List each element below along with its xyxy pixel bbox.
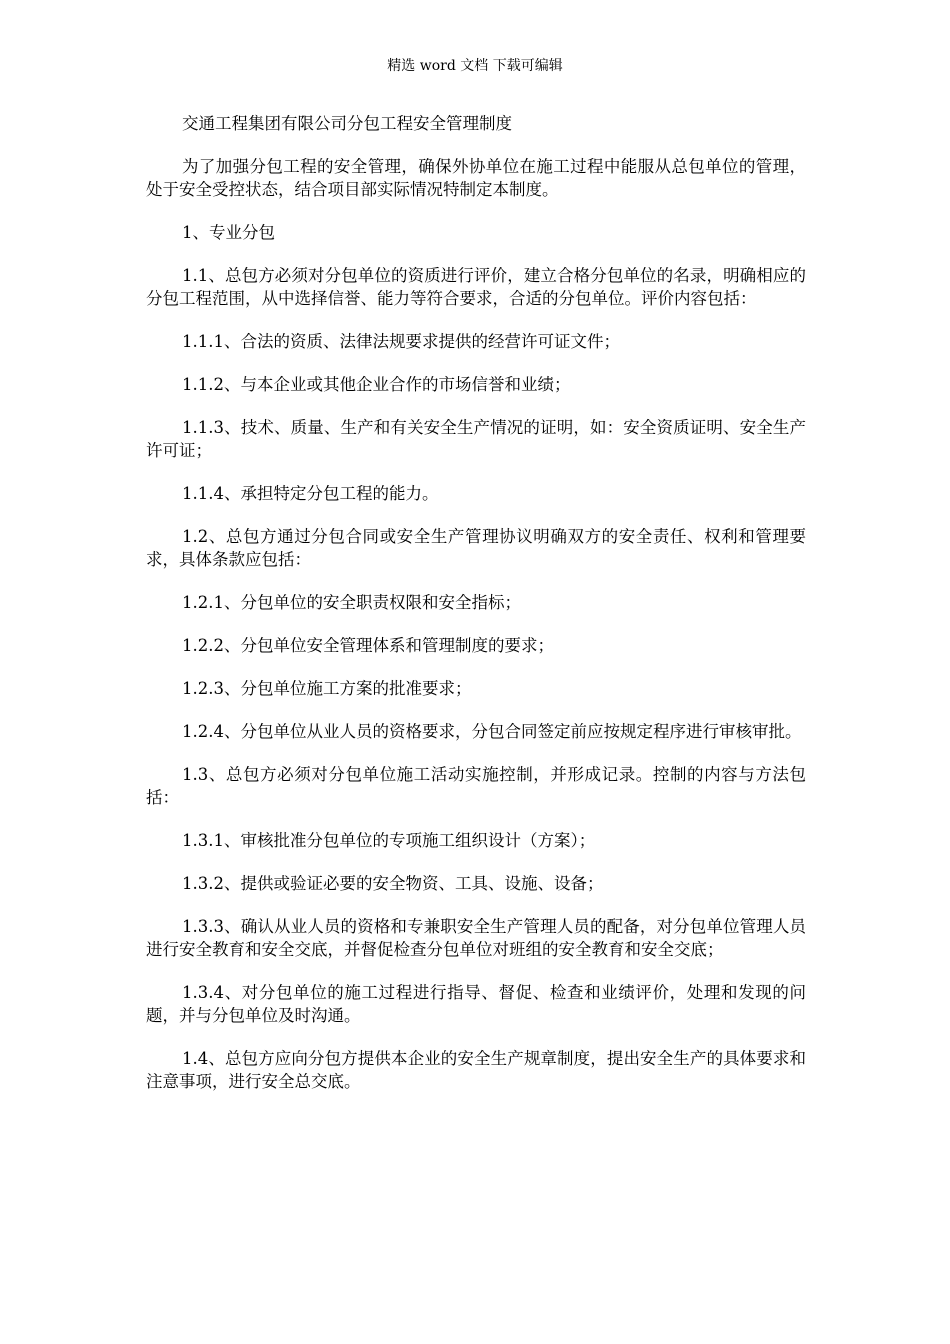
clause-1-1: 1.1、总包方必须对分包单位的资质进行评价，建立合格分包单位的名录，明确相应的分包工程范围，从中选择信誉、能力等符合要求，合适的分包单位。评价内容包括： (146, 266, 806, 308)
clause-1-3-4: 1.3.4、对分包单位的施工过程进行指导、督促、检查和业绩评价，处理和发现的问题，并与分包单位及时沟通。 (146, 983, 806, 1025)
clause-1-1-1: 1.1.1、合法的资质、法律法规要求提供的经营许可证文件； (182, 332, 620, 351)
clause-1-2-4: 1.2.4、分包单位从业人员的资格要求，分包合同签定前应按规定程序进行审核审批。 (182, 722, 802, 741)
clause-1-2-2: 1.2.2、分包单位安全管理体系和管理制度的要求； (182, 636, 554, 655)
intro-paragraph: 为了加强分包工程的安全管理，确保外协单位在施工过程中能服从总包单位的管理，处于安全受控状态，结合项目部实际情况特制定本制度。 (146, 157, 806, 199)
clause-1-1-4: 1.1.4、承担特定分包工程的能力。 (182, 484, 439, 503)
clause-1-3-2: 1.3.2、提供或验证必要的安全物资、工具、设施、设备； (182, 874, 604, 893)
clause-1-2-1: 1.2.1、分包单位的安全职责权限和安全指标； (182, 593, 521, 612)
clause-1-3: 1.3、总包方必须对分包单位施工活动实施控制，并形成记录。控制的内容与方法包括： (146, 765, 806, 807)
section-heading: 1、专业分包 (182, 223, 275, 242)
clause-1-3-1: 1.3.1、审核批准分包单位的专项施工组织设计（方案）； (182, 831, 596, 850)
clause-1-2-3: 1.2.3、分包单位施工方案的批准要求； (182, 679, 472, 698)
clause-1-1-2: 1.1.2、与本企业或其他企业合作的市场信誉和业绩； (182, 375, 571, 394)
clause-1-1-3: 1.1.3、技术、质量、生产和有关安全生产情况的证明，如：安全资质证明、安全生产许可证； (146, 418, 806, 460)
clause-1-2: 1.2、总包方通过分包合同或安全生产管理协议明确双方的安全责任、权利和管理要求，具体条款应包括： (146, 527, 806, 569)
page-header: 精选 word 文档 下载可编辑 (387, 58, 563, 74)
document-title: 交通工程集团有限公司分包工程安全管理制度 (182, 114, 512, 133)
clause-1-4: 1.4、总包方应向分包方提供本企业的安全生产规章制度，提出安全生产的具体要求和注意事项，进行安全总交底。 (146, 1049, 806, 1091)
document-body (146, 112, 806, 1113)
clause-1-3-3: 1.3.3、确认从业人员的资格和专兼职安全生产管理人员的配备，对分包单位管理人员进行安全教育和安全交底，并督促检查分包单位对班组的安全教育和安全交底； (146, 917, 806, 959)
